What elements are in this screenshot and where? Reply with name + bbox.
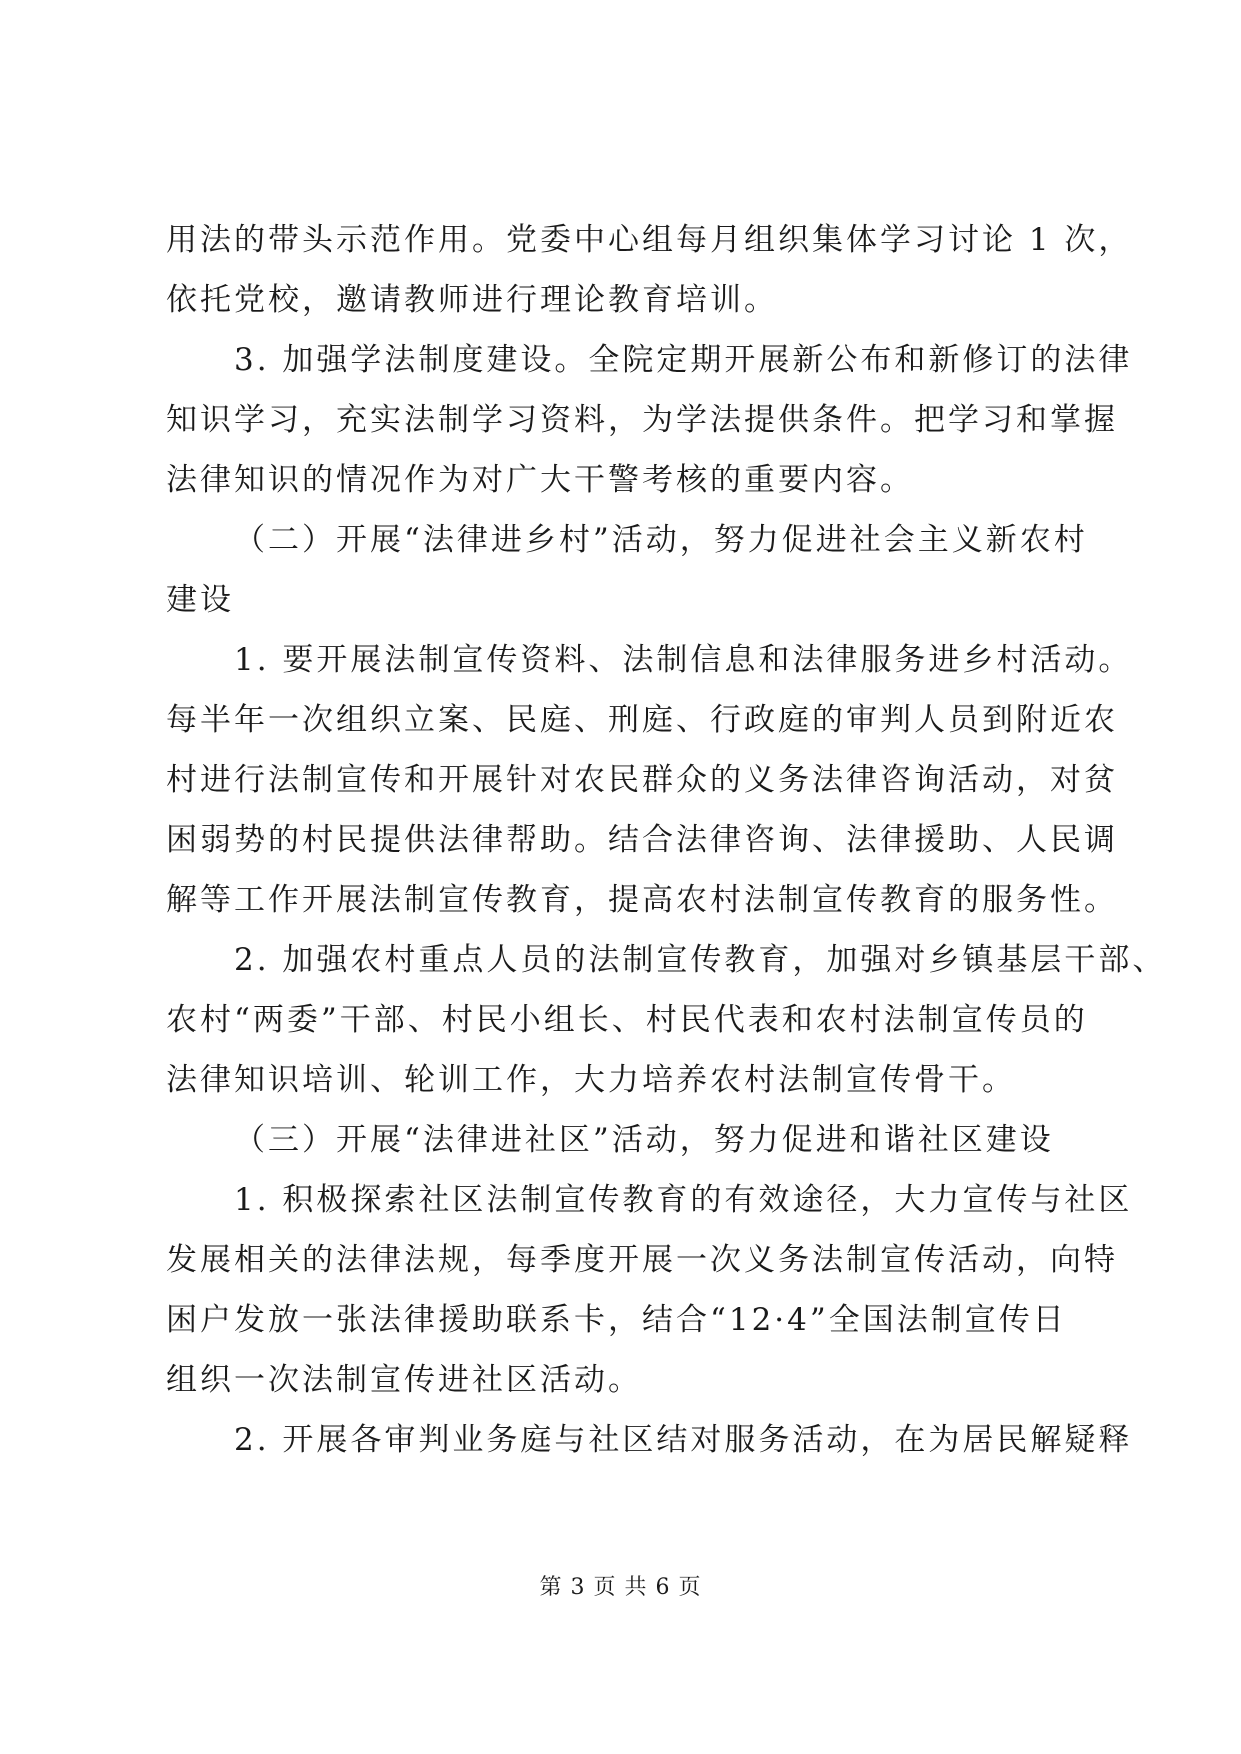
text-line: 依托党校，邀请教师进行理论教育培训。 bbox=[166, 282, 778, 318]
section-heading bbox=[166, 510, 1086, 630]
text-line: 1. 积极探索社区法制宣传教育的有效途径，大力宣传与社区 bbox=[234, 1182, 1133, 1218]
text-line: 组织一次法制宣传进社区活动。 bbox=[166, 1362, 642, 1398]
paragraph bbox=[166, 210, 1133, 330]
paragraph bbox=[166, 330, 1133, 510]
text-line: （二）开展“法律进乡村”活动，努力促进社会主义新农村 bbox=[234, 522, 1088, 558]
text-line: 每半年一次组织立案、民庭、刑庭、行政庭的审判人员到附近农 bbox=[166, 702, 1118, 738]
text-line: 1. 要开展法制宣传资料、法制信息和法律服务进乡村活动。 bbox=[234, 642, 1133, 678]
paragraph bbox=[166, 630, 1133, 930]
paragraph bbox=[166, 1170, 1133, 1410]
text-line: 2. 开展各审判业务庭与社区结对服务活动，在为居民解疑释 bbox=[234, 1422, 1133, 1458]
text-line: （三）开展“法律进社区”活动，努力促进和谐社区建设 bbox=[234, 1122, 1054, 1158]
text-line: 3. 加强学法制度建设。全院定期开展新公布和新修订的法律 bbox=[234, 342, 1133, 378]
text-line: 法律知识的情况作为对广大干警考核的重要内容。 bbox=[166, 462, 914, 498]
page-number-footer: 第 3 页 共 6 页 bbox=[539, 1575, 702, 1600]
text-line: 农村“两委”干部、村民小组长、村民代表和农村法制宣传员的 bbox=[166, 1002, 1088, 1038]
text-line: 2. 加强农村重点人员的法制宣传教育，加强对乡镇基层干部、 bbox=[234, 942, 1167, 978]
document-body bbox=[166, 210, 1167, 1470]
text-line: 村进行法制宣传和开展针对农民群众的义务法律咨询活动，对贫 bbox=[166, 762, 1118, 798]
paragraph bbox=[166, 930, 1167, 1110]
text-line: 建设 bbox=[166, 582, 234, 618]
text-line: 知识学习，充实法制学习资料，为学法提供条件。把学习和掌握 bbox=[166, 402, 1118, 438]
text-line: 困户发放一张法律援助联系卡，结合“12·4”全国法制宣传日 bbox=[166, 1302, 1067, 1338]
text-line: 用法的带头示范作用。党委中心组每月组织集体学习讨论 1 次， bbox=[166, 222, 1133, 258]
paragraph bbox=[166, 1410, 1133, 1470]
section-heading bbox=[166, 1110, 1086, 1170]
text-line: 法律知识培训、轮训工作，大力培养农村法制宣传骨干。 bbox=[166, 1062, 1016, 1098]
text-line: 解等工作开展法制宣传教育，提高农村法制宣传教育的服务性。 bbox=[166, 882, 1118, 918]
text-line: 发展相关的法律法规，每季度开展一次义务法制宣传活动，向特 bbox=[166, 1242, 1118, 1278]
text-line: 困弱势的村民提供法律帮助。结合法律咨询、法律援助、人民调 bbox=[166, 822, 1118, 858]
